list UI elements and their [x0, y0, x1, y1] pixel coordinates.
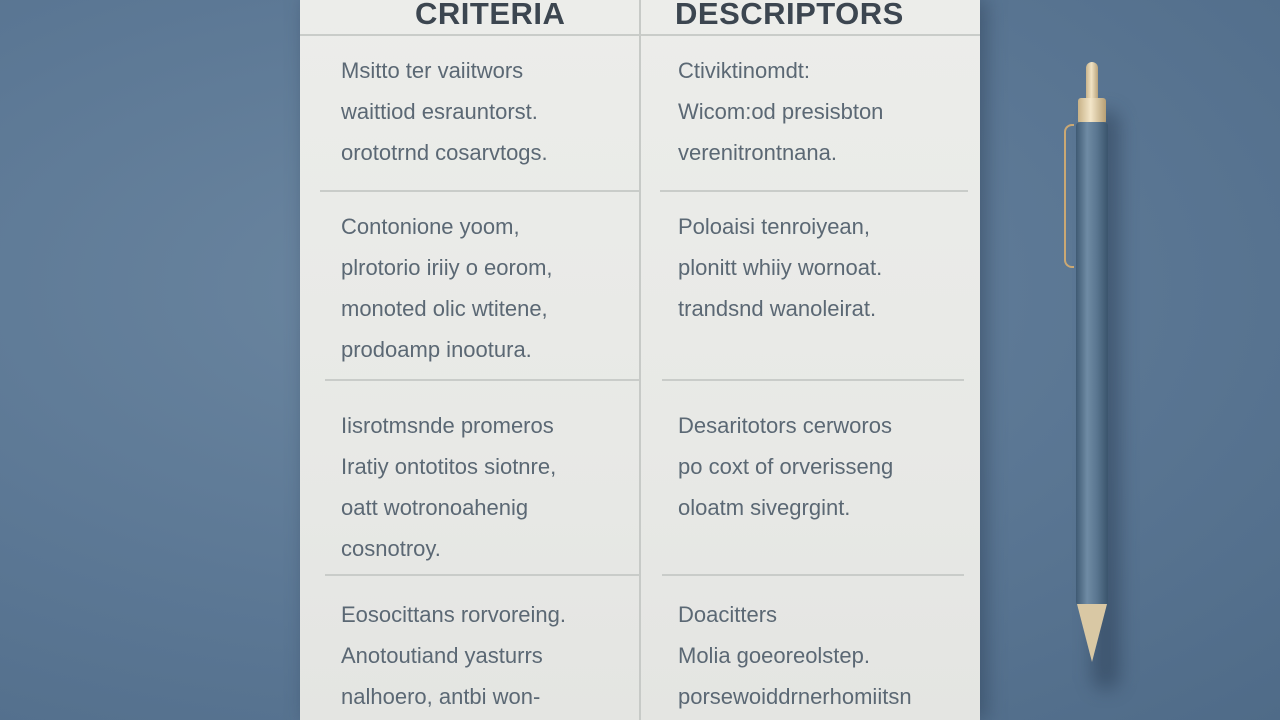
row-divider-left-3 [325, 574, 639, 576]
pen-click-button [1086, 62, 1098, 102]
row-divider-right-1 [660, 190, 968, 192]
descriptor-line: porsewoiddrnerhomiitsn [678, 684, 912, 709]
criteria-line: Anotoutiand yasturrs [341, 643, 543, 668]
descriptor-line: verenitrontnana. [678, 140, 837, 165]
row-divider-right-2 [662, 379, 964, 381]
descriptor-line: Molia goeoreolstep. [678, 643, 871, 668]
criteria-line: waittiod esrauntorst. [341, 99, 538, 124]
descriptors-heading: DESCRIPTORS [675, 0, 904, 31]
descriptor-line: Desaritotors cerworos [678, 413, 892, 438]
descriptor-cell-4 [678, 594, 912, 717]
criteria-line: cosnotroy. [341, 536, 441, 561]
criteria-line: Msitto ter vaiitwors [341, 58, 524, 83]
criteria-line: prodoamp inootura. [341, 337, 532, 362]
row-divider-right-3 [662, 574, 964, 576]
criteria-line: nalhoero, antbi won- [341, 684, 541, 709]
criteria-cell-4 [341, 594, 566, 717]
descriptor-line: po coxt of orverisseng [678, 454, 894, 479]
pen-clip [1064, 124, 1074, 268]
criteria-line: plrotorio iriiy o eorom, [341, 255, 553, 280]
descriptor-cell-3 [678, 405, 893, 528]
descriptor-line: Doacitters [678, 602, 778, 627]
criteria-cell-1 [341, 50, 548, 173]
rubric-sheet [300, 0, 980, 720]
descriptor-cell-2 [678, 206, 882, 329]
descriptor-cell-1 [678, 50, 883, 173]
pen-nib [1077, 604, 1107, 662]
descriptor-line: Wicom:od presisbton [678, 99, 884, 124]
descriptor-line: oloatm sivegrgint. [678, 495, 851, 520]
criteria-line: Iisrotmsnde promeros [341, 413, 554, 438]
descriptor-line: plonitt whiiy wornoat. [678, 255, 883, 280]
column-divider [639, 0, 641, 720]
criteria-heading: CRITERIA [415, 0, 566, 31]
descriptor-line: trandsnd wanoleirat. [678, 296, 877, 321]
pen-collar [1078, 98, 1106, 124]
criteria-line: orototrnd cosarvtogs. [341, 140, 548, 165]
criteria-line: Eosocittans rorvoreing. [341, 602, 566, 627]
criteria-cell-3 [341, 405, 556, 569]
row-divider-left-2 [325, 379, 639, 381]
criteria-cell-2 [341, 206, 553, 370]
row-divider-left-1 [320, 190, 639, 192]
pen-body [1076, 122, 1108, 606]
criteria-line: Contonione yoom, [341, 214, 520, 239]
descriptor-line: Ctiviktinomdt: [678, 58, 811, 83]
descriptor-line: Poloaisi tenroiyean, [678, 214, 871, 239]
criteria-line: oatt wotronoahenig [341, 495, 529, 520]
criteria-line: monoted olic wtitene, [341, 296, 548, 321]
criteria-line: Iratiy ontotitos siotnre, [341, 454, 557, 479]
